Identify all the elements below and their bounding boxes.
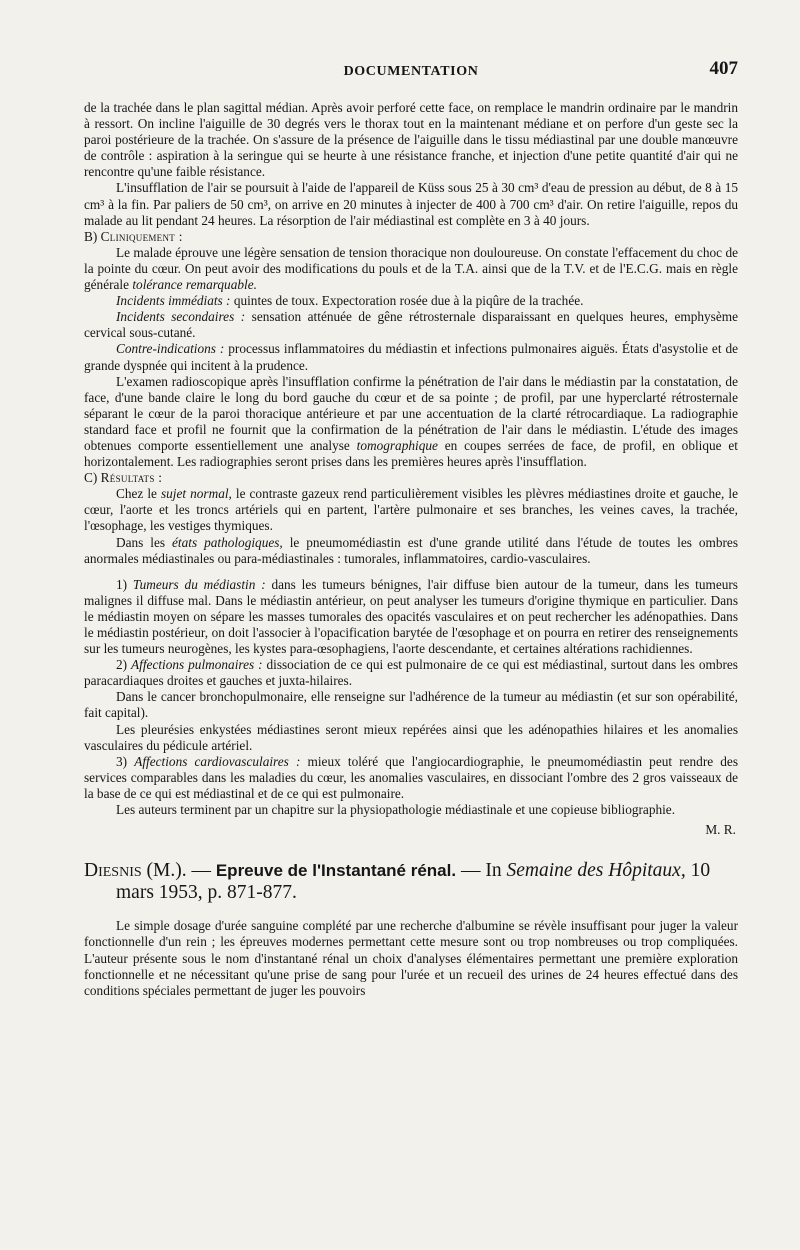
text-run: processus inflammatoires du médiastin et infections pulmonaires aiguës. États d'asystolie et de grande dyspnée qui incitent à la prudence. <box>84 341 738 373</box>
italic-run: Tumeurs du médiastin : <box>132 576 266 592</box>
section-label: Résultats : <box>100 470 163 486</box>
text-run: le contraste gazeux rend particulièrement visibles les plèvres médiastines droite et gauche, le cœur, l'aorte et les troncs artériels qui en partent, l'artère pulmonaire et ses branches, les veines caves, la trachée, l'œsophage, les vestiges thymiques. <box>84 486 738 534</box>
review-title: Epreuve de l'Instantané rénal. <box>215 861 457 881</box>
review-heading <box>84 860 738 904</box>
list-number: 3) <box>116 753 128 769</box>
text-run: Dans les <box>116 534 166 550</box>
text-run: L'examen radioscopique après l'insufflation confirme la pénétration de l'air dans le médiastin par la constatation, de face, d'une bande claire le long du bord gauche du cœur et de sa pointe ; de profil, par une hyperclarté rétrosternale séparant le cœur de la paroi thoracique antérieure et par une accentuation de la clarté rétrocardiaque. La radiographie standard face et profil ne fournit que la confirmation de la pénétration de l'air dans le médiastin. L'étude des images obtenues comporte essentiellement une analyse <box>84 373 738 453</box>
spacer <box>84 567 738 577</box>
italic-run: tomographique <box>356 437 438 453</box>
text-run: mieux toléré que l'angiocardiographie, le pneumomédiastin peut rendre des services comparables dans les maladies du cœur, les anomalies vasculaires, en dissociant l'ombre des 2 gros vaisseaux de la base de ce qui est médiastinal et de ce qui est pulmonaire. <box>84 753 739 801</box>
review-text: Le simple dosage d'urée sanguine complété par une recherche d'albumine se révèle insuffisant pour juger la valeur fonctionnelle d'un rein ; les épreuves modernes permettant cette mesure sont ou trop nombreuses ou trop compliquées. L'auteur présente sous le nom d'instantané rénal un choix d'analyses élémentaires permettant une première exploration fonctionnelle et ne nécessitant qu'une prise de sang pour l'urée et un recueil des urines de 24 heures effectué dans des conditions spéciales permettant de juger les pouvoirs <box>84 918 738 999</box>
italic-run: tolérance remarquable. <box>132 277 257 293</box>
in-word: In <box>485 860 502 882</box>
italic-run: Incidents secondaires : <box>116 309 246 325</box>
running-title: DOCUMENTATION <box>343 64 479 79</box>
italic-run: Affections pulmonaires : <box>131 657 263 673</box>
journal-name: Semaine des Hôpitaux, <box>506 860 686 882</box>
section-heading-b <box>84 229 738 245</box>
text-run: Le malade éprouve une légère sensation de tension thoracique non douloureuse. On constate l'effacement du choc de la pointe du cœur. On peut avoir des modifications du pouls et de la T.A. ainsi que de la T.V. et de l'E.C.G. mais en règle générale <box>84 244 738 293</box>
paragraph: Dans le cancer bronchopulmonaire, elle renseigne sur l'adhérence de la tumeur au médiastin (et sur son opérabilité, fait capital). <box>84 689 738 721</box>
paragraph: de la trachée dans le plan sagittal médian. Après avoir perforé cette face, on remplace le mandrin ordinaire par le mandrin à ressort. On incline l'aiguille de 30 degrés vers le thorax tout en la maintenant médiane et on perfore d'un geste sec la paroi postérieure de la trachée. On s'assure de la présence de l'aiguille dans le tissu médiastinal par une double manœuvre de contrôle : aspiration à la seringue qui se heurte à une résistance franche, et injection d'une petite quantité d'air qui ne rencontre qu'une faible résistance. <box>84 100 738 180</box>
page-number: 407 <box>709 58 738 79</box>
paragraph: L'insufflation de l'air se poursuit à l'aide de l'appareil de Küss sous 25 à 30 cm³ d'eau de pression au début, de 8 à 15 cm³ à la fin. Par paliers de 50 cm³, on arrive en 20 minutes à injecter de 400 à 700 cm³ d'air. On retire l'aiguille, repos du malade au lit pendant 24 heures. La résorption de l'air médiastinal est complète en 3 à 40 jours. <box>84 180 738 228</box>
paragraph <box>84 341 738 373</box>
running-header <box>84 58 738 88</box>
text-run: le pneumomédiastin est d'une grande utilité dans l'étude de toutes les ombres anormales médiastinales ou para-médiastinales : tumorales, inflammatoires, cardio-vasculaires. <box>84 534 739 566</box>
article-body <box>84 100 738 999</box>
section-number: B) <box>84 228 98 244</box>
text-run: Chez le <box>116 486 157 502</box>
section-label: Cliniquement : <box>100 228 183 244</box>
paragraph <box>84 245 738 293</box>
paragraph <box>84 577 738 657</box>
italic-run: Affections cardiovasculaires : <box>134 753 301 769</box>
text-run: dissociation de ce qui est pulmonaire de ce qui est médiastinal, surtout dans les ombres paracardiaques droites et gauches et juxta-hilaires. <box>84 657 738 689</box>
text-run: en coupes serrées de face, de profil, en oblique et horizontalement. Les radiographies seront prises dans les premières heures après l'insufflation. <box>84 437 738 470</box>
text-run: dans les tumeurs bénignes, l'air diffuse bien autour de la tumeur, dans les tumeurs malignes il diffuse mal. Dans le médiastin antérieur, on peut analyser les tumeurs d'origine thymique en particulier. Dans le médiastin moyen on sépare les masses tumorales des opacités vasculaires et on peut rechercher les adénopathies. Dans le médiastin postérieur, on doit l'associer à l'opacification barytée de l'œsophage et on pourra en retirer des renseignements sur les tumeurs neurogènes, les kystes para-œsophagiens, l'aorte descendante, et certaines altérations rachidiennes. <box>84 576 738 657</box>
signature: M. R. <box>705 822 736 838</box>
section-heading-c <box>84 470 738 486</box>
paragraph <box>84 293 738 309</box>
dash: — <box>191 860 211 882</box>
paragraph: Les pleurésies enkystées médiastines seront mieux repérées ainsi que les adénopathies hilaires et les anomalies vasculaires du pédicule artériel. <box>84 721 738 753</box>
paragraph <box>84 374 738 471</box>
paragraph: Les auteurs terminent par un chapitre sur la physiopathologie médiastinale et une copieuse bibliographie. <box>116 802 676 818</box>
paragraph <box>84 486 738 534</box>
paragraph <box>84 754 738 802</box>
text-run: sensation atténuée de gêne rétrosternale disparaissant en quelques heures, emphysème cervical sous-cutané. <box>84 309 738 341</box>
list-number: 2) <box>116 657 128 673</box>
review-author: Diesnis (M.). <box>84 860 187 882</box>
paragraph <box>84 309 738 341</box>
paragraph <box>84 535 738 567</box>
dash: — <box>460 860 481 882</box>
list-number: 1) <box>116 576 128 592</box>
italic-run: sujet normal, <box>160 486 232 502</box>
paragraph <box>84 657 738 689</box>
italic-run: Incidents immédiats : <box>116 293 231 309</box>
section-number: C) <box>84 470 98 486</box>
italic-run: Contre-indications : <box>116 341 225 357</box>
text-run: quintes de toux. Expectoration rosée due à la piqûre de la trachée. <box>233 293 584 309</box>
italic-run: états pathologiques, <box>172 534 283 550</box>
publication-date: 10 mars 1953, p. 871-877. <box>116 860 711 904</box>
